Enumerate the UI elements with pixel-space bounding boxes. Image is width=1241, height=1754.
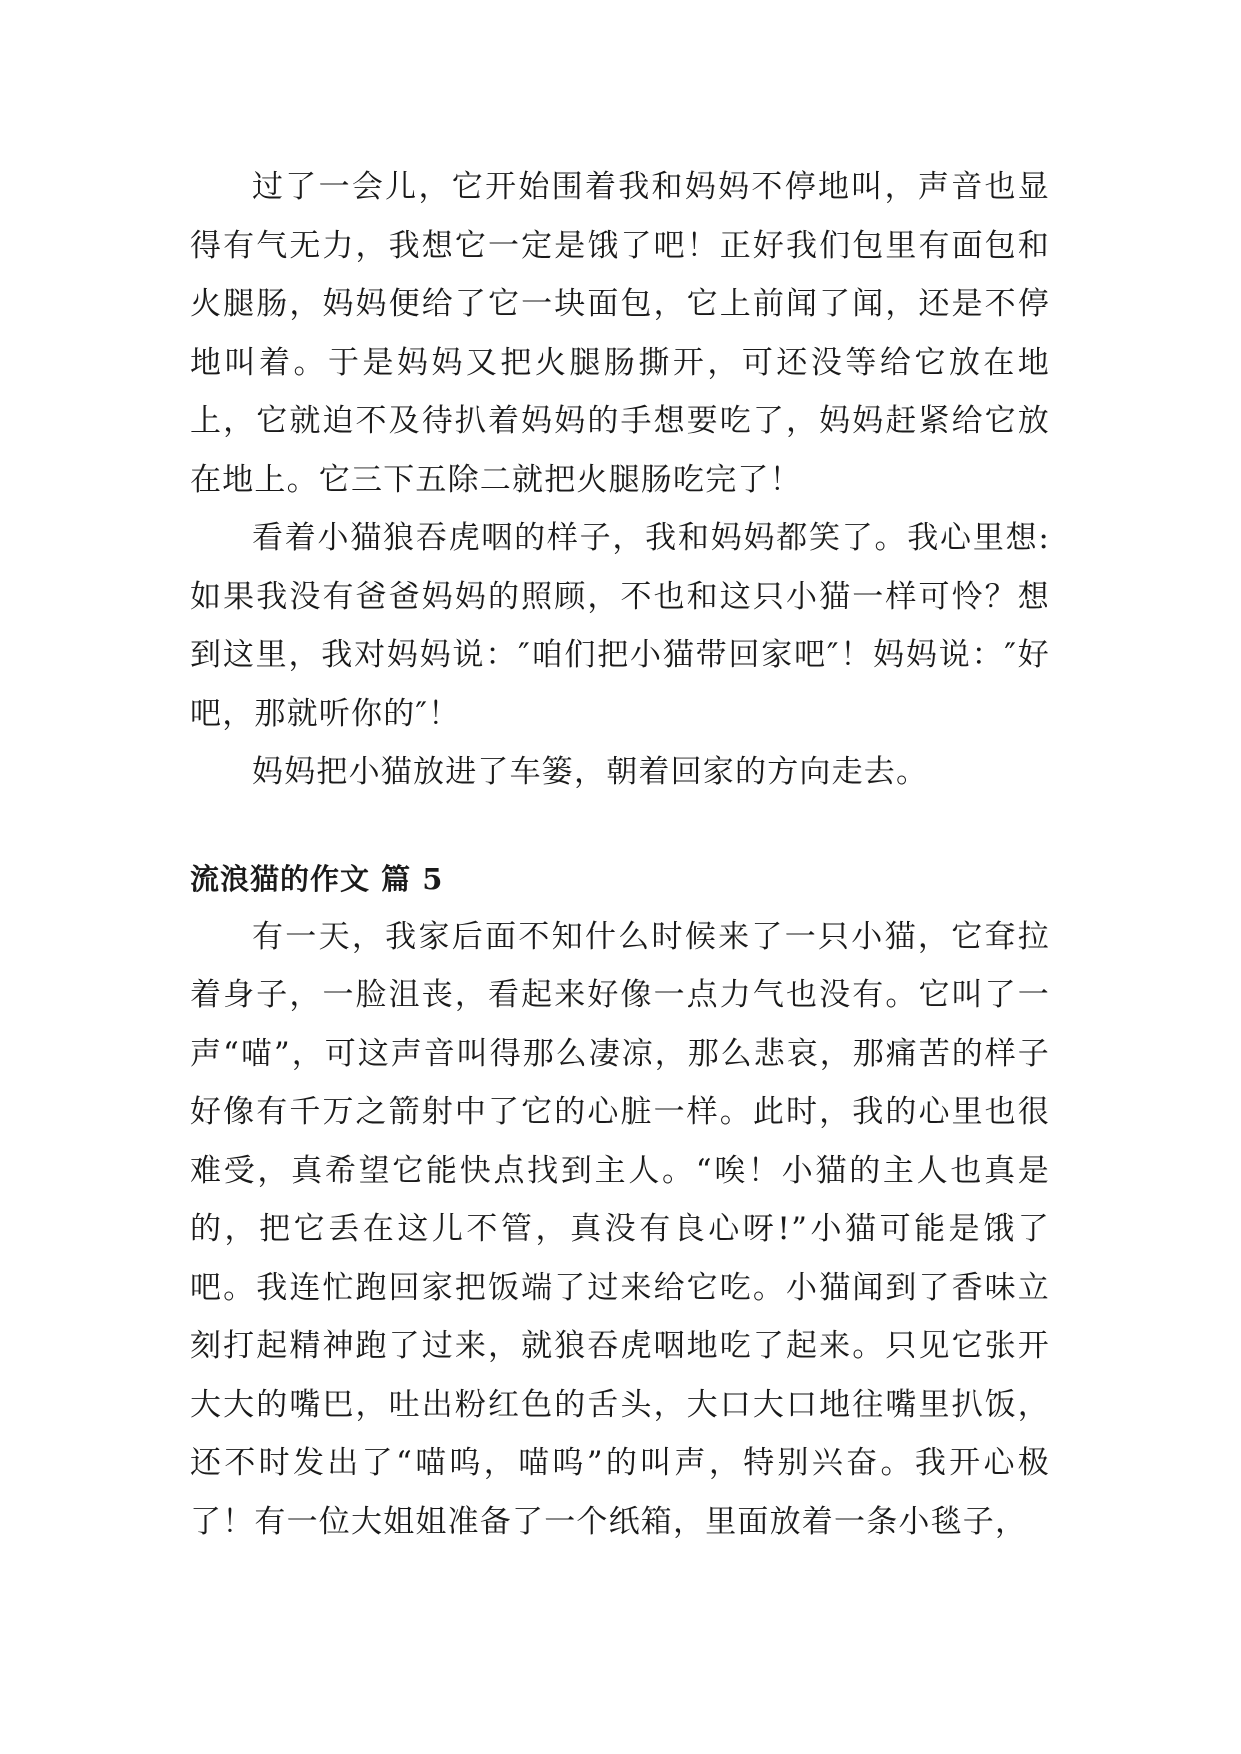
paragraph-2: 看着小猫狼吞虎咽的样子，我和妈妈都笑了。我心里想:如果我没有爸爸妈妈的照顾，不也和这只小猫一样可怜？想到这里，我对妈妈说：″咱们把小猫带回家吧″！妈妈说：″好吧，那就听你的″！ (190, 520, 1050, 732)
document-page (190, 158, 1050, 1551)
paragraph-3: 妈妈把小猫放进了车篓，朝着回家的方向走去。 (252, 754, 929, 790)
paragraph-4: 有一天，我家后面不知什么时候来了一只小猫，它耷拉着身子，一脸沮丧，看起来好像一点力气也没有。它叫了一声“喵”，可这声音叫得那么凄凉，那么悲哀，那痛苦的样子好像有千万之箭射中了它的心脏一样。此时，我的心里也很难受，真希望它能快点找到主人。“唉！小猫的主人也真是的，把它丢在这儿不管，真没有良心呀!”小猫可能是饿了吧。我连忙跑回家把饭端了过来给它吃。小猫闻到了香味立刻打起精神跑了过来，就狼吞虎咽地吃了起来。只见它张开大大的嘴巴，吐出粉红色的舌头，大口大口地往嘴里扒饭，还不时发出了“喵呜，喵呜”的叫声，特别兴奋。我开心极了！有一位大姐姐准备了一个纸箱，里面放着一条小毯子， (190, 918, 1050, 1540)
paragraph-1: 过了一会儿，它开始围着我和妈妈不停地叫，声音也显得有气无力，我想它一定是饿了吧！正好我们包里有面包和火腿肠，妈妈便给了它一块面包，它上前闻了闻，还是不停地叫着。于是妈妈又把火腿肠撕开，可还没等给它放在地上，它就迫不及待扒着妈妈的手想要吃了，妈妈赶紧给它放在地上。它三下五除二就把火腿肠吃完了！ (190, 169, 1050, 498)
section-title: 流浪猫的作文 篇 5 (190, 861, 444, 896)
